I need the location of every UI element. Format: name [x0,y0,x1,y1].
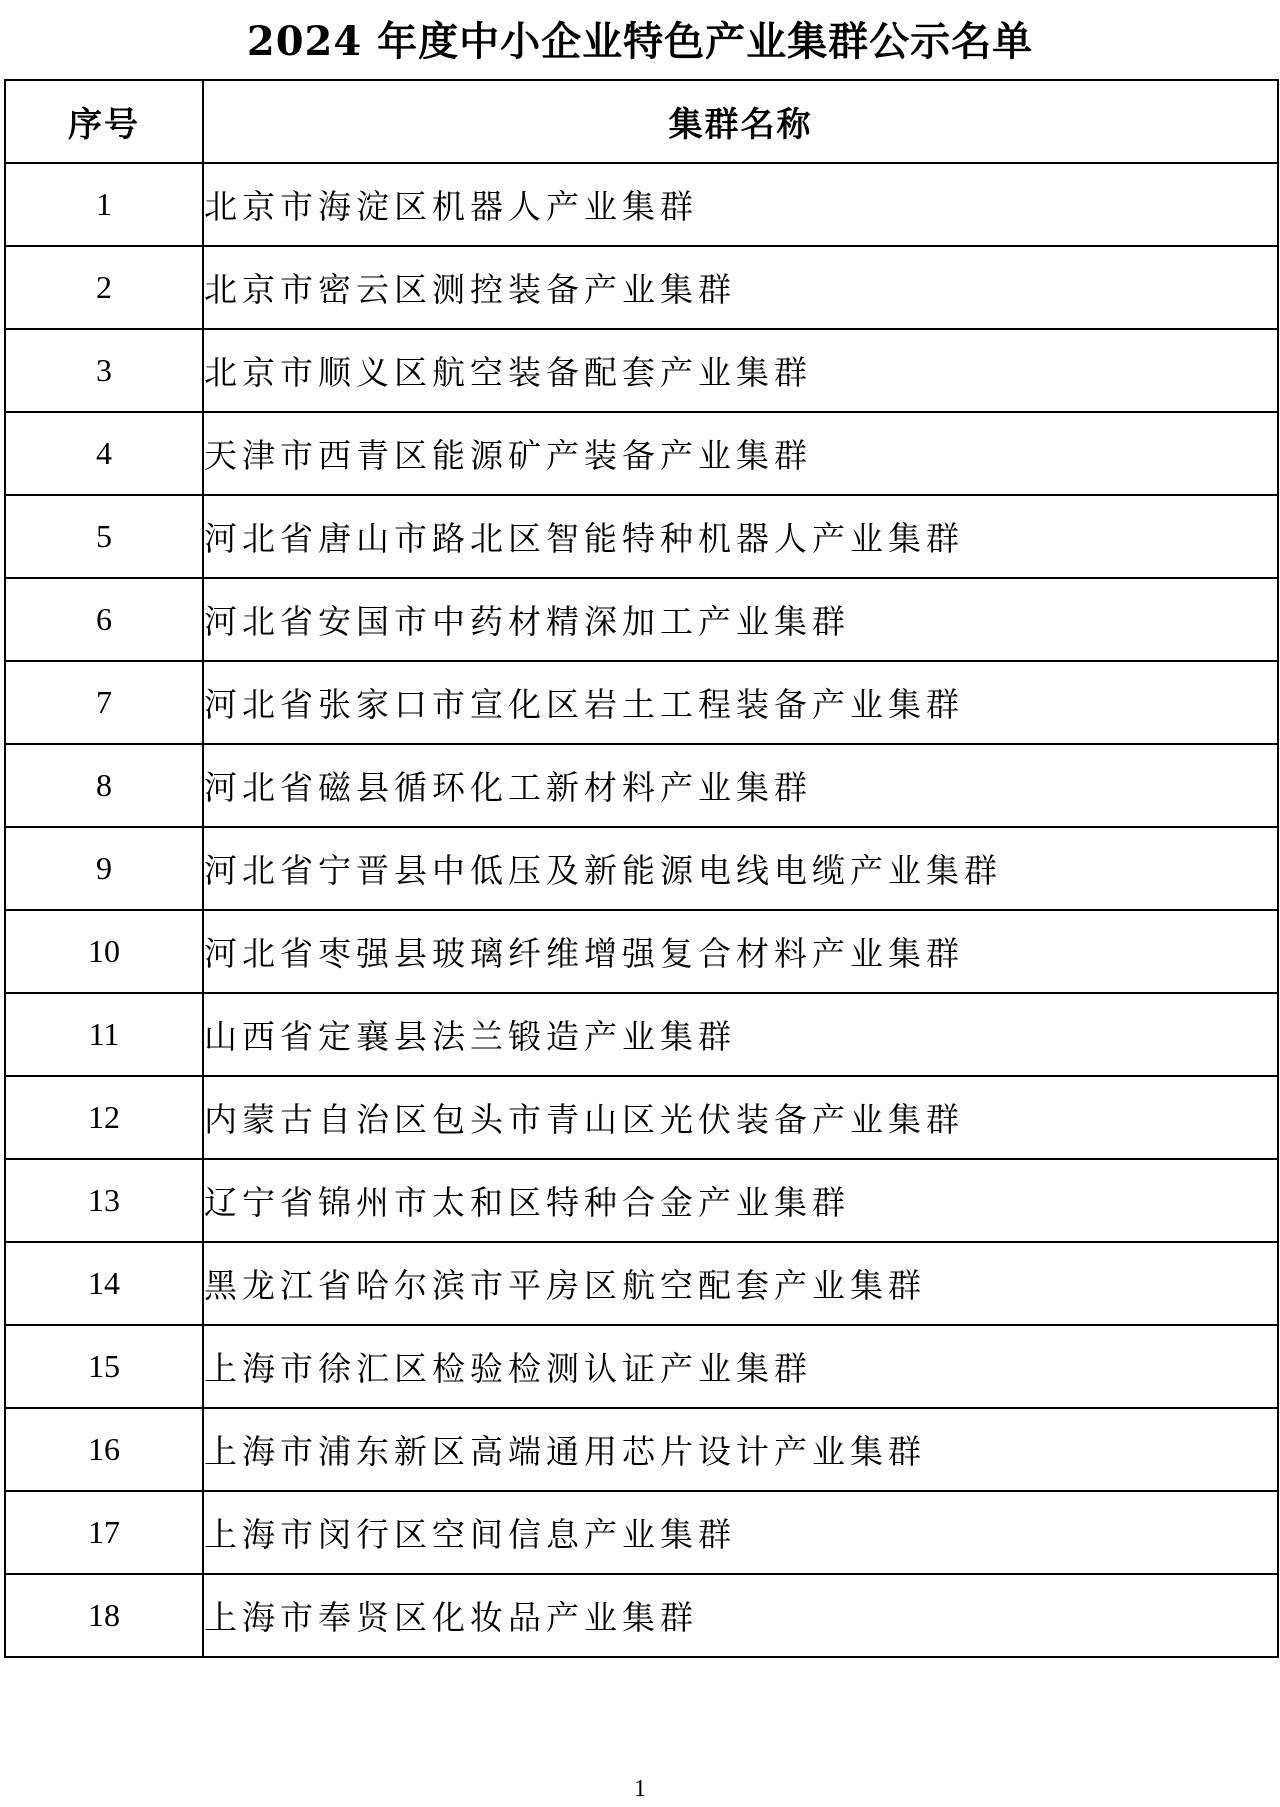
table-row [5,1325,1278,1408]
cluster-name: 河北省唐山市路北区智能特种机器人产业集群 [203,495,1278,578]
table-row [5,495,1278,578]
row-number: 2 [5,246,203,329]
cluster-name: 北京市顺义区航空装备配套产业集群 [203,329,1278,412]
header-cluster-name: 集群名称 [203,80,1278,163]
table-row [5,993,1278,1076]
cluster-name: 内蒙古自治区包头市青山区光伏装备产业集群 [203,1076,1278,1159]
cluster-table [4,79,1279,1658]
table-row [5,910,1278,993]
table-row [5,329,1278,412]
table-row [5,246,1278,329]
table-row [5,1242,1278,1325]
row-number: 13 [5,1159,203,1242]
cluster-name: 辽宁省锦州市太和区特种合金产业集群 [203,1159,1278,1242]
table-row [5,661,1278,744]
row-number: 12 [5,1076,203,1159]
row-number: 4 [5,412,203,495]
row-number: 15 [5,1325,203,1408]
page-number: 1 [634,1776,646,1802]
row-number: 6 [5,578,203,661]
row-number: 16 [5,1408,203,1491]
header-serial-number: 序号 [5,80,203,163]
cluster-name: 河北省枣强县玻璃纤维增强复合材料产业集群 [203,910,1278,993]
cluster-name: 上海市闵行区空间信息产业集群 [203,1491,1278,1574]
table-row [5,163,1278,246]
table-row [5,578,1278,661]
table-row [5,412,1278,495]
row-number: 9 [5,827,203,910]
cluster-name: 北京市海淀区机器人产业集群 [203,163,1278,246]
cluster-name: 天津市西青区能源矿产装备产业集群 [203,412,1278,495]
row-number: 11 [5,993,203,1076]
row-number: 7 [5,661,203,744]
row-number: 8 [5,744,203,827]
table-header-row [5,80,1278,163]
table-row [5,744,1278,827]
table-row [5,1408,1278,1491]
cluster-name: 北京市密云区测控装备产业集群 [203,246,1278,329]
table-row [5,1491,1278,1574]
table-row [5,1076,1278,1159]
row-number: 17 [5,1491,203,1574]
row-number: 18 [5,1574,203,1657]
cluster-name: 上海市奉贤区化妆品产业集群 [203,1574,1278,1657]
cluster-name: 黑龙江省哈尔滨市平房区航空配套产业集群 [203,1242,1278,1325]
cluster-name: 山西省定襄县法兰锻造产业集群 [203,993,1278,1076]
row-number: 10 [5,910,203,993]
cluster-name: 河北省宁晋县中低压及新能源电线电缆产业集群 [203,827,1278,910]
cluster-name: 河北省磁县循环化工新材料产业集群 [203,744,1278,827]
cluster-name: 河北省张家口市宣化区岩土工程装备产业集群 [203,661,1278,744]
cluster-name: 上海市徐汇区检验检测认证产业集群 [203,1325,1278,1408]
table-row [5,1159,1278,1242]
table-row [5,1574,1278,1657]
document-title: 2024 年度中小企业特色产业集群公示名单 [246,18,1034,65]
cluster-name: 河北省安国市中药材精深加工产业集群 [203,578,1278,661]
row-number: 1 [5,163,203,246]
row-number: 3 [5,329,203,412]
row-number: 14 [5,1242,203,1325]
row-number: 5 [5,495,203,578]
table-row [5,827,1278,910]
cluster-name: 上海市浦东新区高端通用芯片设计产业集群 [203,1408,1278,1491]
